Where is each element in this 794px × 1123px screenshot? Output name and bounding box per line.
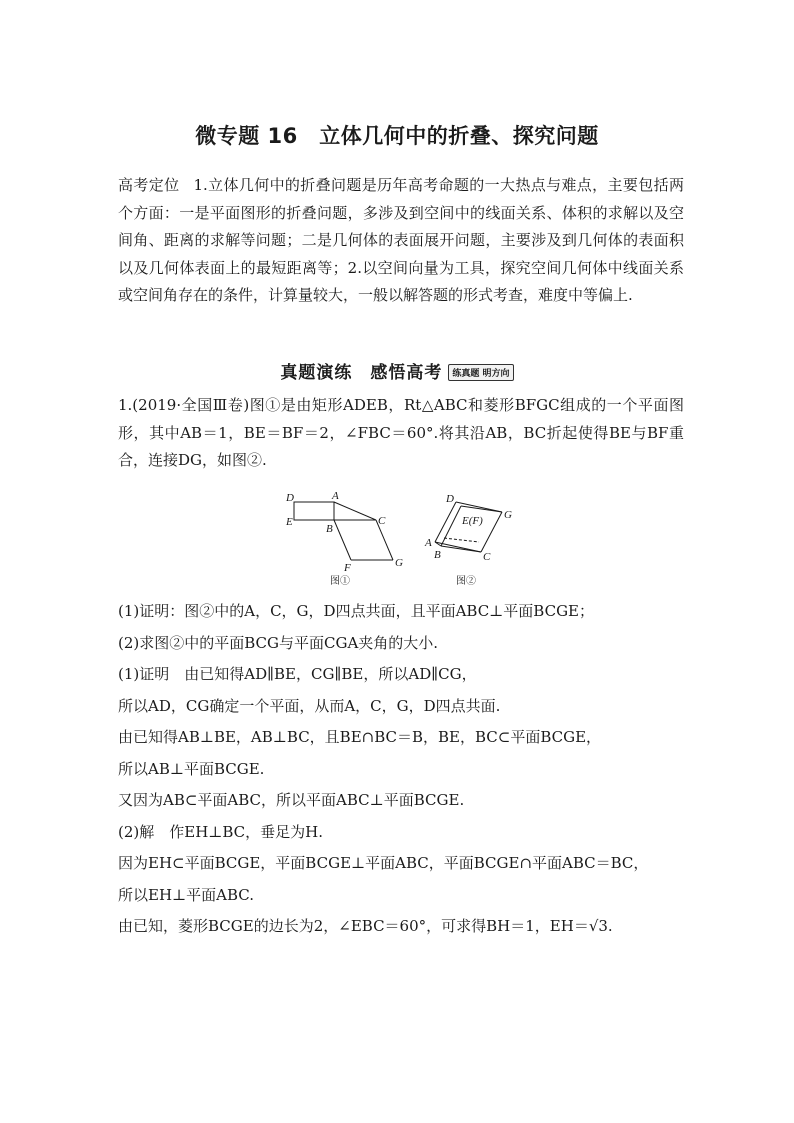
line-ac [334,502,376,520]
rect-adeb [294,502,334,520]
figure-1 [294,502,393,560]
line-item: 因为EH⊂平面BCGE，平面BCGE⊥平面ABC，平面BCGE∩平面ABC＝BC， [118,854,649,872]
solution-lines [118,596,698,943]
fig2-label-a: A [425,537,432,549]
line-item: 又因为AB⊂平面ABC，所以平面ABC⊥平面BCGE. [118,791,465,809]
section-heading [0,358,794,383]
line-item: 所以AB⊥平面BCGE. [118,759,265,778]
figure-2 [435,502,502,552]
line-bf [334,520,351,560]
fig1-label-a: A [332,490,339,502]
fig2-label-b: B [434,549,441,561]
fig1-label-g: G [395,557,403,569]
page-title: 微专题 16 立体几何中的折叠、探究问题 [195,124,599,148]
geometry-figure [284,488,514,588]
fig2-label-g: G [504,509,512,521]
line-gc [481,512,502,552]
intro-text: 1.立体几何中的折叠问题是历年高考命题的一大热点与难点，主要包括两个方面：一是平面图形的折叠问题，多涉及到空间中的线面关系、体积的求解以及空间角、距离的求解等问题；二是几何体的表面展开问题，主要涉及到几何体的表面积以及几何体表面上的最短距离等；2.以空间向量为工具，探究空间几何体中线面关系或空间角存在的条件，计算量较大，一般以解答题的形式考查，难度中等偏上. [118,176,684,304]
fig1-label-c: C [378,515,386,527]
line-item: 由已知，菱形BCGE的边长为2，∠EBC＝60°，可求得BH＝1，EH＝√3. [118,917,613,935]
problem-statement: 1.(2019·全国Ⅲ卷)图①是由矩形ADEB，Rt△ABC和菱形BFGC组成的一个平面图形，其中AB＝1，BE＝BF＝2，∠FBC＝60°.将其沿AB，BC折起使得BE与BF重合，连接DG，如图②. [118,396,684,469]
line-eg [461,506,502,512]
line-item: 所以EH⊥平面ABC. [118,885,254,904]
fig1-label-f: F [344,562,351,574]
fig2-label-d: D [446,493,454,505]
intro-paragraph [118,172,684,310]
fig1-caption: 图① [330,576,350,587]
line-item: 由已知得AB⊥BE，AB⊥BC，且BE∩BC＝B，BE，BC⊂平面BCGE， [118,728,602,746]
line-eh-dashed [444,538,479,542]
intro-label: 高考定位 [118,176,180,194]
line-item: (1)证明 由已知得AD∥BE，CG∥BE，所以AD∥CG， [118,665,477,683]
figure-2-labels [424,493,512,563]
fig2-label-c: C [483,551,491,563]
line-item: (2)求图②中的平面BCG与平面CGA夹角的大小. [118,633,439,652]
line-ac-2 [435,542,481,552]
section-title: 真题演练 感悟高考 [280,363,443,383]
fig1-label-b: B [326,523,333,535]
fig2-label-ef: E(F) [462,515,483,527]
line-item: 所以AD，CG确定一个平面，从而A，C，G，D四点共面. [118,696,501,715]
figure-1-labels [285,490,403,574]
fig1-label-e: E [286,516,293,528]
fig2-caption: 图② [456,576,476,587]
line-item: (1)证明：图②中的A，C，G，D四点共面，且平面ABC⊥平面BCGE； [118,602,594,620]
fig1-label-d: D [286,492,294,504]
section-badge: 练真题 明方向 [448,364,513,381]
line-item: (2)解 作EH⊥BC，垂足为H. [118,822,324,841]
